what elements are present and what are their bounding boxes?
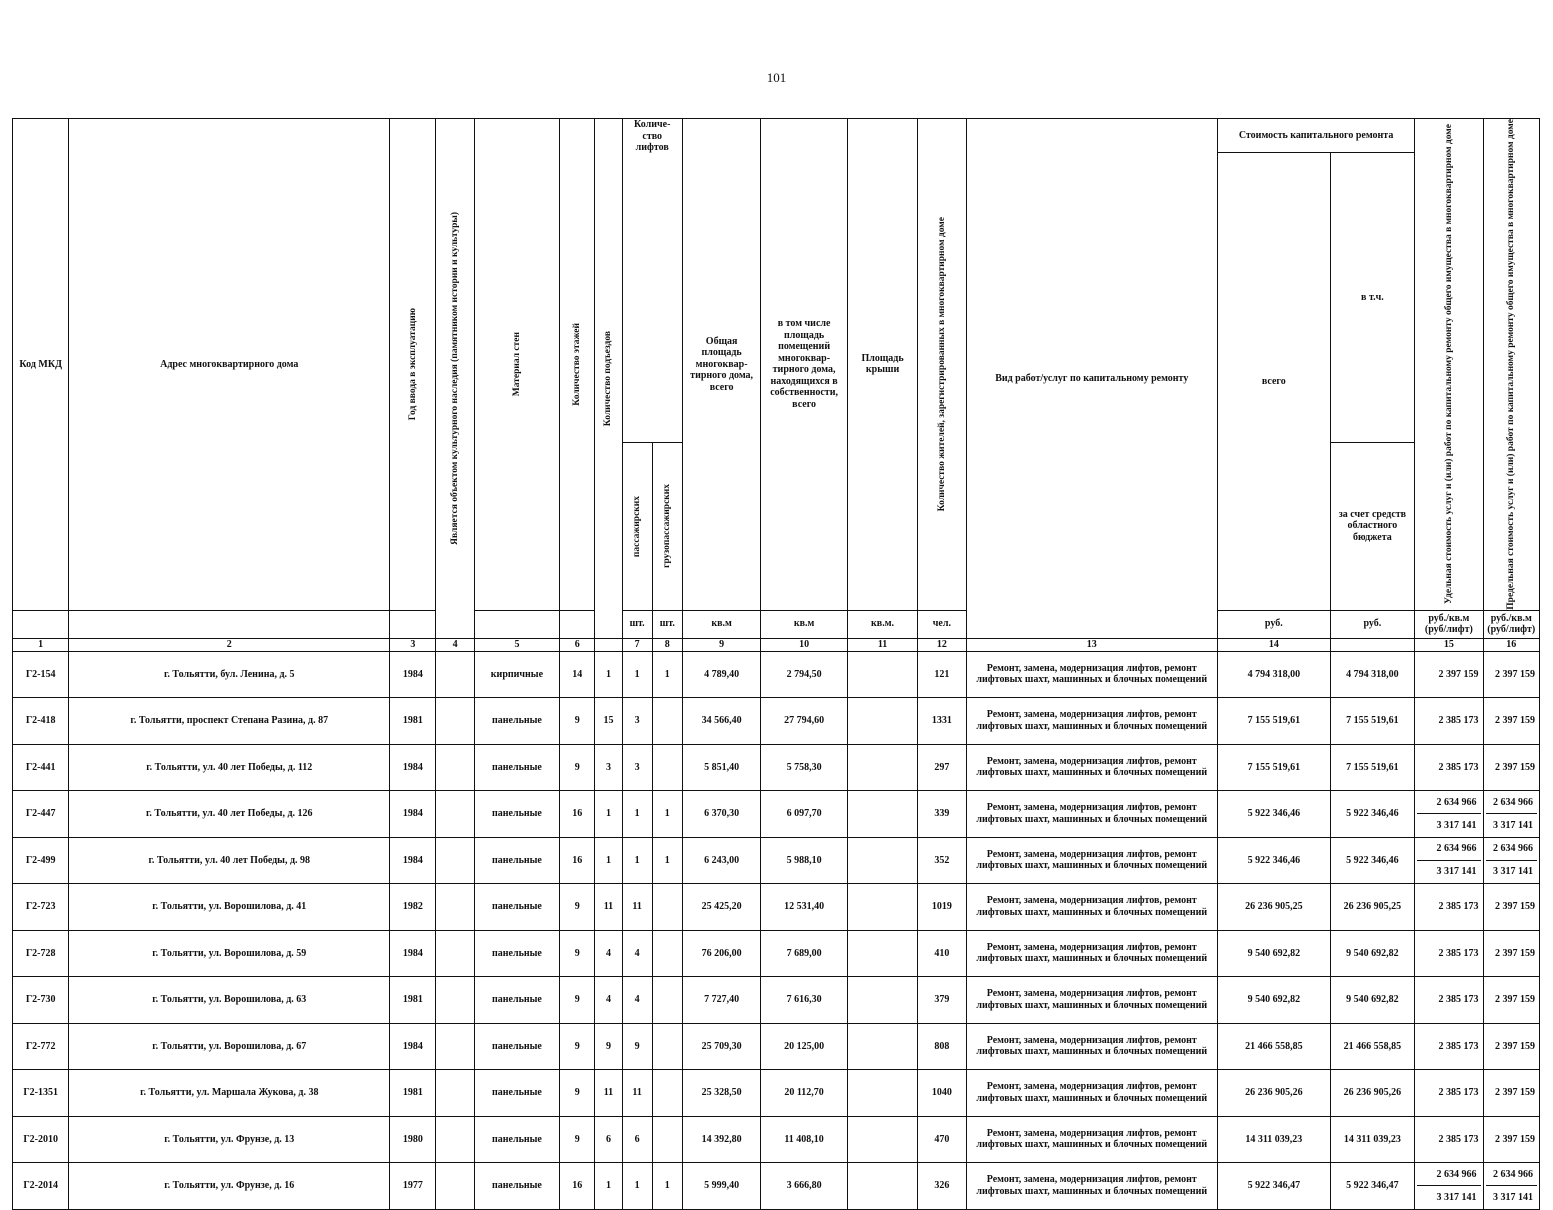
max-cost-cell [1483,837,1539,884]
max-cost-cell: 2 397 159 [1483,884,1539,931]
work-type-cell: Ремонт, замена, модернизация лифтов, ремонт лифтовых шахт, машинных и блочных помещений [966,930,1217,977]
year-cell: 1982 [390,884,436,931]
year-cell: 1984 [390,930,436,977]
unit-total-area: кв.м [682,610,760,638]
entrances-cell: 1 [595,837,622,884]
lifts-passenger-cell: 1 [622,837,652,884]
lifts-cargo-cell: 1 [652,1163,682,1210]
heritage-cell [436,837,474,884]
roof-area-cell [847,744,917,791]
max-cost-cell [1483,791,1539,838]
area-owned-cell: 6 097,70 [761,791,848,838]
area-owned-cell: 5 758,30 [761,744,848,791]
area-owned-cell: 7 689,00 [761,930,848,977]
total-area-cell: 6 243,00 [682,837,760,884]
material-cell: панельные [474,791,560,838]
lifts-passenger-cell: 3 [622,744,652,791]
lifts-cargo-cell [652,977,682,1024]
material-cell: панельные [474,884,560,931]
table-row [13,1116,1540,1163]
unit-cost-cell [1415,1163,1483,1210]
header-residents: Количество жителей, зарегистрированных в многоквартирном доме [918,119,966,611]
lifts-passenger-cell: 11 [622,1070,652,1117]
total-area-cell: 14 392,80 [682,1116,760,1163]
lifts-passenger-cell: 11 [622,884,652,931]
entrances-cell: 3 [595,744,622,791]
header-cost-group: Стоимость капитального ремонта [1218,119,1415,153]
unit-cost-cell: 2 385 173 [1415,1116,1483,1163]
table-row [13,791,1540,838]
code-cell: Г2-154 [13,651,69,698]
roof-area-cell [847,1163,917,1210]
address-cell: г. Тольятти, бул. Ленина, д. 5 [69,651,390,698]
code-cell: Г2-723 [13,884,69,931]
max-cost-cell: 2 397 159 [1483,698,1539,745]
floors-cell: 9 [560,977,595,1024]
max-cost-cell: 2 397 159 [1483,651,1539,698]
cost-total-cell: 9 540 692,82 [1218,930,1331,977]
code-cell: Г2-2010 [13,1116,69,1163]
floors-cell: 9 [560,1070,595,1117]
year-cell: 1980 [390,1116,436,1163]
lifts-passenger-cell: 6 [622,1116,652,1163]
area-owned-cell: 3 666,80 [761,1163,848,1210]
lifts-passenger-cell: 1 [622,791,652,838]
year-cell: 1984 [390,791,436,838]
entrances-cell: 4 [595,977,622,1024]
residents-cell: 121 [918,651,966,698]
floors-cell: 9 [560,884,595,931]
unit-roof-area: кв.м. [847,610,917,638]
entrances-cell: 11 [595,1070,622,1117]
cost-total-cell: 5 922 346,47 [1218,1163,1331,1210]
unit-cost-cell: 2 397 159 [1415,651,1483,698]
header-area-owned: в том числе площадь помещений многоквар-тирного дома, находящихся в собственности, всего [761,119,848,611]
address-cell: г. Тольятти, проспект Степана Разина, д. 87 [69,698,390,745]
cost-regional-cell: 9 540 692,82 [1330,930,1415,977]
unit-cost-cell [1415,837,1483,884]
entrances-cell: 9 [595,1023,622,1070]
year-cell: 1981 [390,1070,436,1117]
column-numbers-row: 1 2 3 4 5 6 7 8 9 10 11 12 13 14 15 16 [13,638,1540,651]
lifts-cargo-cell: 1 [652,651,682,698]
material-cell: панельные [474,837,560,884]
roof-area-cell [847,930,917,977]
cost-regional-cell: 21 466 558,85 [1330,1023,1415,1070]
max-cost-cell: 2 397 159 [1483,977,1539,1024]
header-total-area: Общая площадь многоквар-тирного дома, всего [682,119,760,611]
material-cell: панельные [474,1163,560,1210]
work-type-cell: Ремонт, замена, модернизация лифтов, ремонт лифтовых шахт, машинных и блочных помещений [966,1023,1217,1070]
unit-cost-cell [1415,791,1483,838]
address-cell: г. Тольятти, ул. Фрунзе, д. 16 [69,1163,390,1210]
address-cell: г. Тольятти, ул. Фрунзе, д. 13 [69,1116,390,1163]
header-material: Материал стен [474,119,560,611]
heritage-cell [436,1023,474,1070]
year-cell: 1984 [390,837,436,884]
material-cell: панельные [474,1116,560,1163]
total-area-cell: 25 425,20 [682,884,760,931]
address-cell: г. Тольятти, ул. Ворошилова, д. 63 [69,977,390,1024]
roof-area-cell [847,791,917,838]
cost-total-cell: 4 794 318,00 [1218,651,1331,698]
lifts-passenger-cell: 4 [622,977,652,1024]
cost-regional-cell: 4 794 318,00 [1330,651,1415,698]
work-type-cell: Ремонт, замена, модернизация лифтов, ремонт лифтовых шахт, машинных и блочных помещений [966,1070,1217,1117]
cost-total-cell: 7 155 519,61 [1218,698,1331,745]
heritage-cell [436,1116,474,1163]
entrances-cell: 11 [595,884,622,931]
lifts-passenger-cell: 1 [622,1163,652,1210]
table-row [13,1023,1540,1070]
year-cell: 1981 [390,698,436,745]
residents-cell: 808 [918,1023,966,1070]
code-cell: Г2-447 [13,791,69,838]
total-area-cell: 4 789,40 [682,651,760,698]
residents-cell: 379 [918,977,966,1024]
entrances-cell: 15 [595,698,622,745]
roof-area-cell [847,1116,917,1163]
max-cost-cell-value: 2 634 966 [1486,838,1537,861]
max-cost-cell-value: 2 634 966 [1486,791,1537,814]
header-floors: Количество этажей [560,119,595,611]
code-cell: Г2-441 [13,744,69,791]
floors-cell: 9 [560,698,595,745]
cost-total-cell: 5 922 346,46 [1218,837,1331,884]
unit-cost-cell: 2 385 173 [1415,884,1483,931]
code-cell: Г2-730 [13,977,69,1024]
residents-cell: 1331 [918,698,966,745]
header-lifts-cargo: грузопассажирских [652,442,682,610]
roof-area-cell [847,1070,917,1117]
address-cell: г. Тольятти, ул. 40 лет Победы, д. 126 [69,791,390,838]
unit-cost-total: руб. [1218,610,1331,638]
floors-cell: 16 [560,791,595,838]
material-cell: панельные [474,1070,560,1117]
unit-cost-cell-value: 3 317 141 [1436,866,1477,878]
entrances-cell: 1 [595,791,622,838]
heritage-cell [436,884,474,931]
residents-cell: 1019 [918,884,966,931]
work-type-cell: Ремонт, замена, модернизация лифтов, ремонт лифтовых шахт, машинных и блочных помещений [966,977,1217,1024]
header-code: Код МКД [13,119,69,611]
code-cell: Г2-1351 [13,1070,69,1117]
table-row [13,977,1540,1024]
cost-regional-cell: 5 922 346,47 [1330,1163,1415,1210]
entrances-cell: 1 [595,1163,622,1210]
unit-cost-regional: руб. [1330,610,1415,638]
residents-cell: 339 [918,791,966,838]
area-owned-cell: 11 408,10 [761,1116,848,1163]
lifts-passenger-cell: 3 [622,698,652,745]
lifts-cargo-cell [652,930,682,977]
header-cost-total: всего [1218,153,1331,611]
address-cell: г. Тольятти, ул. Ворошилова, д. 41 [69,884,390,931]
heritage-cell [436,791,474,838]
max-cost-cell-value: 2 634 966 [1486,1163,1537,1186]
max-cost-cell: 2 397 159 [1483,1023,1539,1070]
max-cost-cell [1483,1163,1539,1210]
cost-regional-cell: 5 922 346,46 [1330,791,1415,838]
total-area-cell: 6 370,30 [682,791,760,838]
header-lifts: Количе-ство лифтов [622,119,682,443]
lifts-cargo-cell [652,698,682,745]
work-type-cell: Ремонт, замена, модернизация лифтов, ремонт лифтовых шахт, машинных и блочных помещений [966,698,1217,745]
roof-area-cell [847,698,917,745]
heritage-cell [436,930,474,977]
cost-total-cell: 26 236 905,25 [1218,884,1331,931]
floors-cell: 9 [560,1116,595,1163]
address-cell: г. Тольятти, ул. Маршала Жукова, д. 38 [69,1070,390,1117]
address-cell: г. Тольятти, ул. Ворошилова, д. 67 [69,1023,390,1070]
header-cost-regional: за счет средств областного бюджета [1330,442,1415,610]
code-cell: Г2-499 [13,837,69,884]
work-type-cell: Ремонт, замена, модернизация лифтов, ремонт лифтовых шахт, машинных и блочных помещений [966,837,1217,884]
table-row [13,930,1540,977]
table-header [13,119,1540,652]
unit-cost-cell: 2 385 173 [1415,744,1483,791]
heritage-cell [436,977,474,1024]
work-type-cell: Ремонт, замена, модернизация лифтов, ремонт лифтовых шахт, машинных и блочных помещений [966,791,1217,838]
cost-regional-cell: 7 155 519,61 [1330,744,1415,791]
max-cost-cell: 2 397 159 [1483,1116,1539,1163]
max-cost-cell: 2 397 159 [1483,930,1539,977]
code-cell: Г2-418 [13,698,69,745]
floors-cell: 9 [560,1023,595,1070]
total-area-cell: 34 566,40 [682,698,760,745]
cost-total-cell: 26 236 905,26 [1218,1070,1331,1117]
residents-cell: 410 [918,930,966,977]
unit-cost-cell-value: 3 317 141 [1436,819,1477,831]
lifts-cargo-cell [652,1070,682,1117]
material-cell: панельные [474,698,560,745]
heritage-cell [436,744,474,791]
cost-total-cell: 5 922 346,46 [1218,791,1331,838]
work-type-cell: Ремонт, замена, модернизация лифтов, ремонт лифтовых шахт, машинных и блочных помещений [966,1163,1217,1210]
lifts-cargo-cell [652,884,682,931]
header-year: Год ввода в эксплуатацию [390,119,436,611]
entrances-cell: 6 [595,1116,622,1163]
unit-residents: чел. [918,610,966,638]
roof-area-cell [847,651,917,698]
unit-cost-cell: 2 385 173 [1415,977,1483,1024]
unit-cost-cell: 2 385 173 [1415,930,1483,977]
unit-max-cost: руб./кв.м (руб/лифт) [1483,610,1539,638]
code-cell: Г2-728 [13,930,69,977]
year-cell: 1984 [390,651,436,698]
work-type-cell: Ремонт, замена, модернизация лифтов, ремонт лифтовых шахт, машинных и блочных помещений [966,744,1217,791]
residents-cell: 352 [918,837,966,884]
work-type-cell: Ремонт, замена, модернизация лифтов, ремонт лифтовых шахт, машинных и блочных помещений [966,1116,1217,1163]
unit-area-owned: кв.м [761,610,848,638]
unit-cost-cell-value: 2 634 966 [1417,1163,1480,1186]
code-cell: Г2-772 [13,1023,69,1070]
header-roof-area: Площадь крыши [847,119,917,611]
unit-cost-cell-value: 2 634 966 [1417,838,1480,861]
residents-cell: 297 [918,744,966,791]
header-address: Адрес многоквартирного дома [69,119,390,611]
lifts-passenger-cell: 9 [622,1023,652,1070]
header-cost-incl: в т.ч. [1330,153,1415,443]
address-cell: г. Тольятти, ул. 40 лет Победы, д. 98 [69,837,390,884]
roof-area-cell [847,977,917,1024]
year-cell: 1984 [390,744,436,791]
max-cost-cell-value: 3 317 141 [1493,819,1533,831]
table-row [13,744,1540,791]
unit-cost-cell: 2 385 173 [1415,698,1483,745]
max-cost-cell-value: 3 317 141 [1493,1191,1533,1203]
table-row [13,1163,1540,1210]
material-cell: панельные [474,1023,560,1070]
table-body [13,651,1540,1209]
cost-regional-cell: 26 236 905,25 [1330,884,1415,931]
cost-regional-cell: 5 922 346,46 [1330,837,1415,884]
header-entrances: Количество подъездов [595,119,622,639]
unit-cost-cell-value: 3 317 141 [1436,1191,1477,1203]
header-lifts-passenger: пассажирских [622,442,652,610]
floors-cell: 9 [560,930,595,977]
lifts-passenger-cell: 1 [622,651,652,698]
year-cell: 1981 [390,977,436,1024]
unit-lifts-passenger: шт. [622,610,652,638]
address-cell: г. Тольятти, ул. 40 лет Победы, д. 112 [69,744,390,791]
cost-total-cell: 9 540 692,82 [1218,977,1331,1024]
table-row [13,884,1540,931]
roof-area-cell [847,884,917,931]
cost-regional-cell: 14 311 039,23 [1330,1116,1415,1163]
page-number: 101 [766,70,787,85]
year-cell: 1977 [390,1163,436,1210]
residents-cell: 470 [918,1116,966,1163]
heritage-cell [436,651,474,698]
material-cell: панельные [474,930,560,977]
year-cell: 1984 [390,1023,436,1070]
total-area-cell: 5 999,40 [682,1163,760,1210]
header-heritage: Является объектом культурного наследия (памятником истории и культуры) [436,119,474,639]
cost-total-cell: 14 311 039,23 [1218,1116,1331,1163]
header-work-type: Вид работ/услуг по капитальному ремонту [966,119,1217,639]
total-area-cell: 7 727,40 [682,977,760,1024]
lifts-passenger-cell: 4 [622,930,652,977]
code-cell: Г2-2014 [13,1163,69,1210]
heritage-cell [436,1070,474,1117]
address-cell: г. Тольятти, ул. Ворошилова, д. 59 [69,930,390,977]
roof-area-cell [847,837,917,884]
unit-cost-cell: 2 385 173 [1415,1070,1483,1117]
lifts-cargo-cell [652,1116,682,1163]
floors-cell: 16 [560,837,595,884]
roof-area-cell [847,1023,917,1070]
cost-regional-cell: 7 155 519,61 [1330,698,1415,745]
header-unit-cost: Удельная стоимость услуг и (или) работ по капитальному ремонту общего имущества в многоквартирном доме [1415,119,1483,611]
cost-regional-cell: 9 540 692,82 [1330,977,1415,1024]
total-area-cell: 25 328,50 [682,1070,760,1117]
table-row [13,651,1540,698]
material-cell: кирпичные [474,651,560,698]
area-owned-cell: 5 988,10 [761,837,848,884]
floors-cell: 14 [560,651,595,698]
unit-lifts-cargo: шт. [652,610,682,638]
lifts-cargo-cell [652,744,682,791]
lifts-cargo-cell [652,1023,682,1070]
area-owned-cell: 20 112,70 [761,1070,848,1117]
floors-cell: 16 [560,1163,595,1210]
area-owned-cell: 20 125,00 [761,1023,848,1070]
header-max-cost: Предельная стоимость услуг и (или) работ по капитальному ремонту общего имущества в многоквартирном доме [1483,119,1539,611]
residents-cell: 1040 [918,1070,966,1117]
total-area-cell: 76 206,00 [682,930,760,977]
residents-cell: 326 [918,1163,966,1210]
cost-total-cell: 7 155 519,61 [1218,744,1331,791]
floors-cell: 9 [560,744,595,791]
capital-repair-table [12,118,1540,1210]
table-row [13,837,1540,884]
work-type-cell: Ремонт, замена, модернизация лифтов, ремонт лифтовых шахт, машинных и блочных помещений [966,651,1217,698]
material-cell: панельные [474,977,560,1024]
work-type-cell: Ремонт, замена, модернизация лифтов, ремонт лифтовых шахт, машинных и блочных помещений [966,884,1217,931]
table-row [13,1070,1540,1117]
max-cost-cell-value: 3 317 141 [1493,866,1533,878]
area-owned-cell: 27 794,60 [761,698,848,745]
entrances-cell: 1 [595,651,622,698]
lifts-cargo-cell: 1 [652,791,682,838]
unit-unit-cost: руб./кв.м (руб/лифт) [1415,610,1483,638]
total-area-cell: 25 709,30 [682,1023,760,1070]
total-area-cell: 5 851,40 [682,744,760,791]
unit-cost-cell: 2 385 173 [1415,1023,1483,1070]
area-owned-cell: 2 794,50 [761,651,848,698]
lifts-cargo-cell: 1 [652,837,682,884]
heritage-cell [436,1163,474,1210]
cost-regional-cell: 26 236 905,26 [1330,1070,1415,1117]
heritage-cell [436,698,474,745]
max-cost-cell: 2 397 159 [1483,1070,1539,1117]
max-cost-cell: 2 397 159 [1483,744,1539,791]
material-cell: панельные [474,744,560,791]
table-row [13,698,1540,745]
cost-total-cell: 21 466 558,85 [1218,1023,1331,1070]
unit-cost-cell-value: 2 634 966 [1417,791,1480,814]
area-owned-cell: 7 616,30 [761,977,848,1024]
area-owned-cell: 12 531,40 [761,884,848,931]
entrances-cell: 4 [595,930,622,977]
